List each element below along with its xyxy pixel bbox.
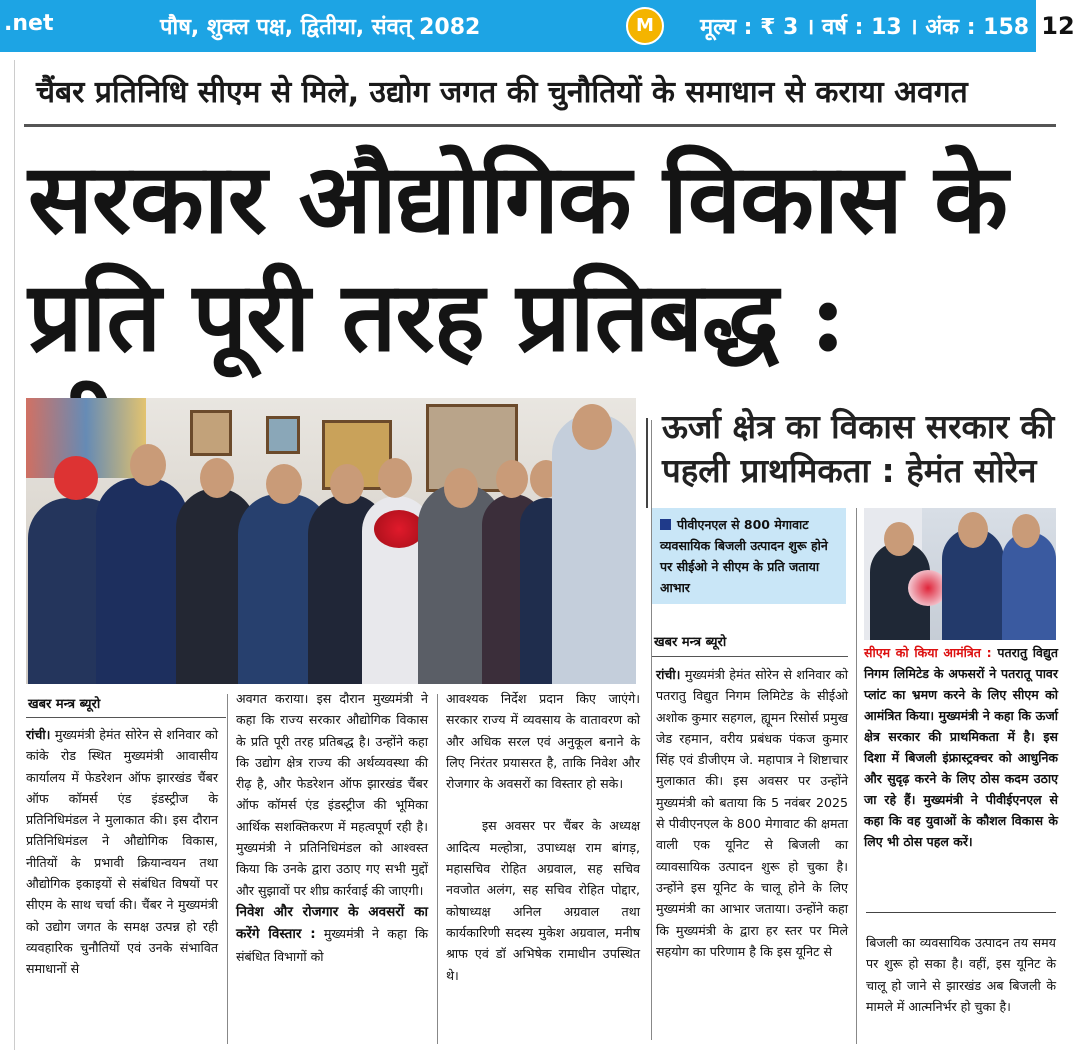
person-head (496, 460, 528, 498)
story1-byline: खबर मन्त्र ब्यूरो (28, 697, 101, 712)
wall-painting (266, 416, 300, 454)
story1-col2-text: अवगत कराया। इस दौरान मुख्यमंत्री ने कहा कि राज्य सरकार औद्योगिक विकास के प्रति पूरी तरह प्रतिबद्ध है। उन्होंने कहा कि उद्योग क्षेत्र राज्य की अर्थव्यवस्था की रीढ़ है, और फेडरेशन ऑफ झारखंड चैंबर ऑफ कॉमर्स एंड इंडस्ट्रीज की भूमिका आर्थिक सशक्तिकरण में महत्वपूर्ण रही है। मुख्यमंत्री ने प्रतिनिधिमंडल को आश्वस्त किया कि उनके द्वारा उठाए गए सभी मुद्दों और सुझावों पर शीघ्र कार्रवाई की जाएगी। (236, 691, 428, 898)
story2-headline-line-2: पहली प्राथमिकता : हेमंत सोरेन (662, 451, 1037, 490)
person-head (1012, 514, 1040, 548)
person-head (958, 512, 988, 548)
adjacent-column-fragment-left (0, 60, 15, 1050)
bullet-square-icon (660, 519, 671, 530)
person-head (378, 458, 412, 498)
rose-bouquet (374, 510, 424, 548)
headline-line-1: सरकार औद्योगिक विकास के (28, 142, 1007, 255)
wall-painting (190, 410, 232, 456)
highlight-text: पीवीएनएल से 800 मेगावाट व्यवसायिक बिजली उत्पादन शुरू होने पर सीईओ ने सीएम के प्रति जताया आभार (660, 517, 828, 595)
person-head (330, 464, 364, 504)
divider (866, 912, 1056, 913)
story2-photo-caption (864, 642, 1058, 852)
headline-line-2: प्रति पूरी तरह प्रतिबद्ध : (28, 260, 845, 373)
story2-headline-line-1: ऊर्जा क्षेत्र का विकास सरकार की (662, 407, 1055, 446)
person-head (266, 464, 302, 504)
column-rule (227, 694, 228, 1044)
person-head (572, 404, 612, 450)
column-rule (856, 508, 857, 1044)
person-head (444, 468, 478, 508)
highlight-box (652, 508, 846, 604)
issue-date: पौष, शुक्ल पक्ष, द्वितीया, संवत् 2082 (160, 15, 481, 40)
person-head (884, 522, 914, 556)
main-photo (26, 398, 636, 684)
person-head (130, 444, 166, 486)
story1-column-3 (446, 688, 640, 986)
story1-col1-text: मुख्यमंत्री हेमंत सोरेन से शनिवार को कांके रोड स्थित मुख्यमंत्री आवासीय कार्यालय में फेडरेशन ऑफ झारखंड चैंबर ऑफ कॉमर्स एंड इंडस्ट्रीज के प्रतिनिधिमंडल ने मुलाकात की। इस दौरान प्रतिनिधिमंडल ने औद्योगिक विकास, नीतियों के प्रभावी क्रियान्वयन तथा औद्योगिक इकाइयों से संबंधित विषयों पर सीएम के साथ चर्चा की। चैंबर ने मुख्यमंत्री को उद्योग जगत के समक्ष उत्पन्न हो रही व्यवहारिक चुनौतियों एवं उनके संभावित समाधानों से (26, 727, 218, 977)
divider (26, 717, 226, 718)
story1-column-2 (236, 688, 428, 967)
divider (24, 124, 1056, 127)
person (552, 414, 636, 684)
divider (646, 418, 648, 508)
story1-subheading: निवेश और रोजगार के अवसरों का करेंगे विस्तार : (236, 903, 428, 943)
person (96, 478, 188, 684)
adjacent-column-fragment-right (1070, 60, 1080, 1050)
story2-col1-text: मुख्यमंत्री हेमंत सोरेन से शनिवार को पतरातु विद्युत निगम लिमिटेड के सीईओ अशोक कुमार सहगल, ह्यूमन रिसोर्स प्रमुख जेड रहमान, वरीय प्रबंधक पंकज कुमार सिंह एवं डीजीएम जे. महापात्र ने शिष्टाचार मुलाकात की। इस अवसर पर उन्होंने मुख्यमंत्री को बताया कि 5 नवंबर 2025 से पीवीएनएल के 800 मेगावाट की क्षमता वाली एक यूनिट से बिजली का व्यावसायिक उत्पादन शुरू हो चुका है। उन्होंने इस यूनिट के चालू होने के लिए मुख्यमंत्री का आभार जताया। उन्होंने कहा कि मुख्यमंत्री के द्वारा हर स्तर पर मिले सहयोग का परिणाम है कि इस यूनिट से (656, 667, 848, 959)
story2-byline: खबर मन्त्र ब्यूरो (654, 635, 727, 650)
brand-logo-icon: M (626, 7, 664, 45)
story2-column-2 (866, 932, 1056, 1017)
story1-col2-tail: मुख्यमंत्री ने कहा कि संबंधित विभागों को (236, 926, 428, 964)
caption-label: सीएम को किया आमंत्रित : (864, 645, 992, 660)
story2-column-1 (656, 664, 848, 962)
story2-col2-text: बिजली का व्यवसायिक उत्पादन तय समय पर शुरू हो सका है। वहीं, इस यूनिट के चालू हो जाने से झारखंड अब बिजली के मामले में आत्मनिर्भर हो चुका है। (866, 935, 1056, 1014)
dateline: रांची। (656, 667, 681, 682)
issue-info: मूल्य : ₹ 3 । वर्ष : 13 । अंक : 158 (700, 15, 1030, 40)
page-number: 12 (1034, 0, 1080, 52)
story1-col3b-text: इस अवसर पर चैंबर के अध्यक्ष आदित्य मल्होत्रा, उपाध्यक्ष राम बांगड़, महासचिव रोहित अग्रवाल, सह सचिव नवजोत अलंग, सह सचिव रोहित पोद्दार, कोषाध्यक्ष अनिल अग्रवाल तथा कार्यकारिणी सदस्य मुकेश अग्रवाल, मनीष श्राफ एवं डॉ अभिषेक रामाधीन उपस्थित थे। (446, 818, 640, 983)
story1-col3a-text: आवश्यक निर्देश प्रदान किए जाएंगे। सरकार राज्य में व्यवसाय के वातावरण को और अधिक सरल एवं अनुकूल बनाने के लिए निरंतर प्रयासरत है, ताकि निवेश और रोजगार के अवसरों का विस्तार हो सके। (446, 691, 640, 792)
story2-photo (864, 508, 1056, 640)
kicker-headline: चैंबर प्रतिनिधि सीएम से मिले, उद्योग जगत की चुनौतियों के समाधान से कराया अवगत (36, 75, 968, 110)
person-head (200, 458, 234, 498)
column-rule (651, 420, 652, 1040)
divider (652, 656, 848, 657)
site-suffix: .net (4, 11, 54, 36)
person (1002, 532, 1056, 640)
story2-headline (662, 405, 1058, 493)
caption-text: पतरातु विद्युत निगम लिमिटेड के अफसरों ने पतरातू पावर प्लांट का भ्रमण करने के लिए सीएम को आमंत्रित किया। मुख्यमंत्री ने कहा कि ऊर्जा क्षेत्र सरकार की प्राथमिकता में है। इस दिशा में बिजली इंफ्रास्ट्रक्चर को आधुनिक और सुदृढ़ करने के लिए ठोस कदम उठाए जा रहे हैं। मुख्यमंत्री ने पीवीईएनएल से कहा कि वह युवाओं के कौशल विकास के लिए भी ठोस पहल करें। (864, 645, 1058, 849)
person-turban (54, 456, 98, 500)
story1-column-1 (26, 724, 218, 980)
dateline: रांची। (26, 727, 51, 742)
column-rule (437, 694, 438, 1044)
masthead-bar (0, 0, 1080, 52)
